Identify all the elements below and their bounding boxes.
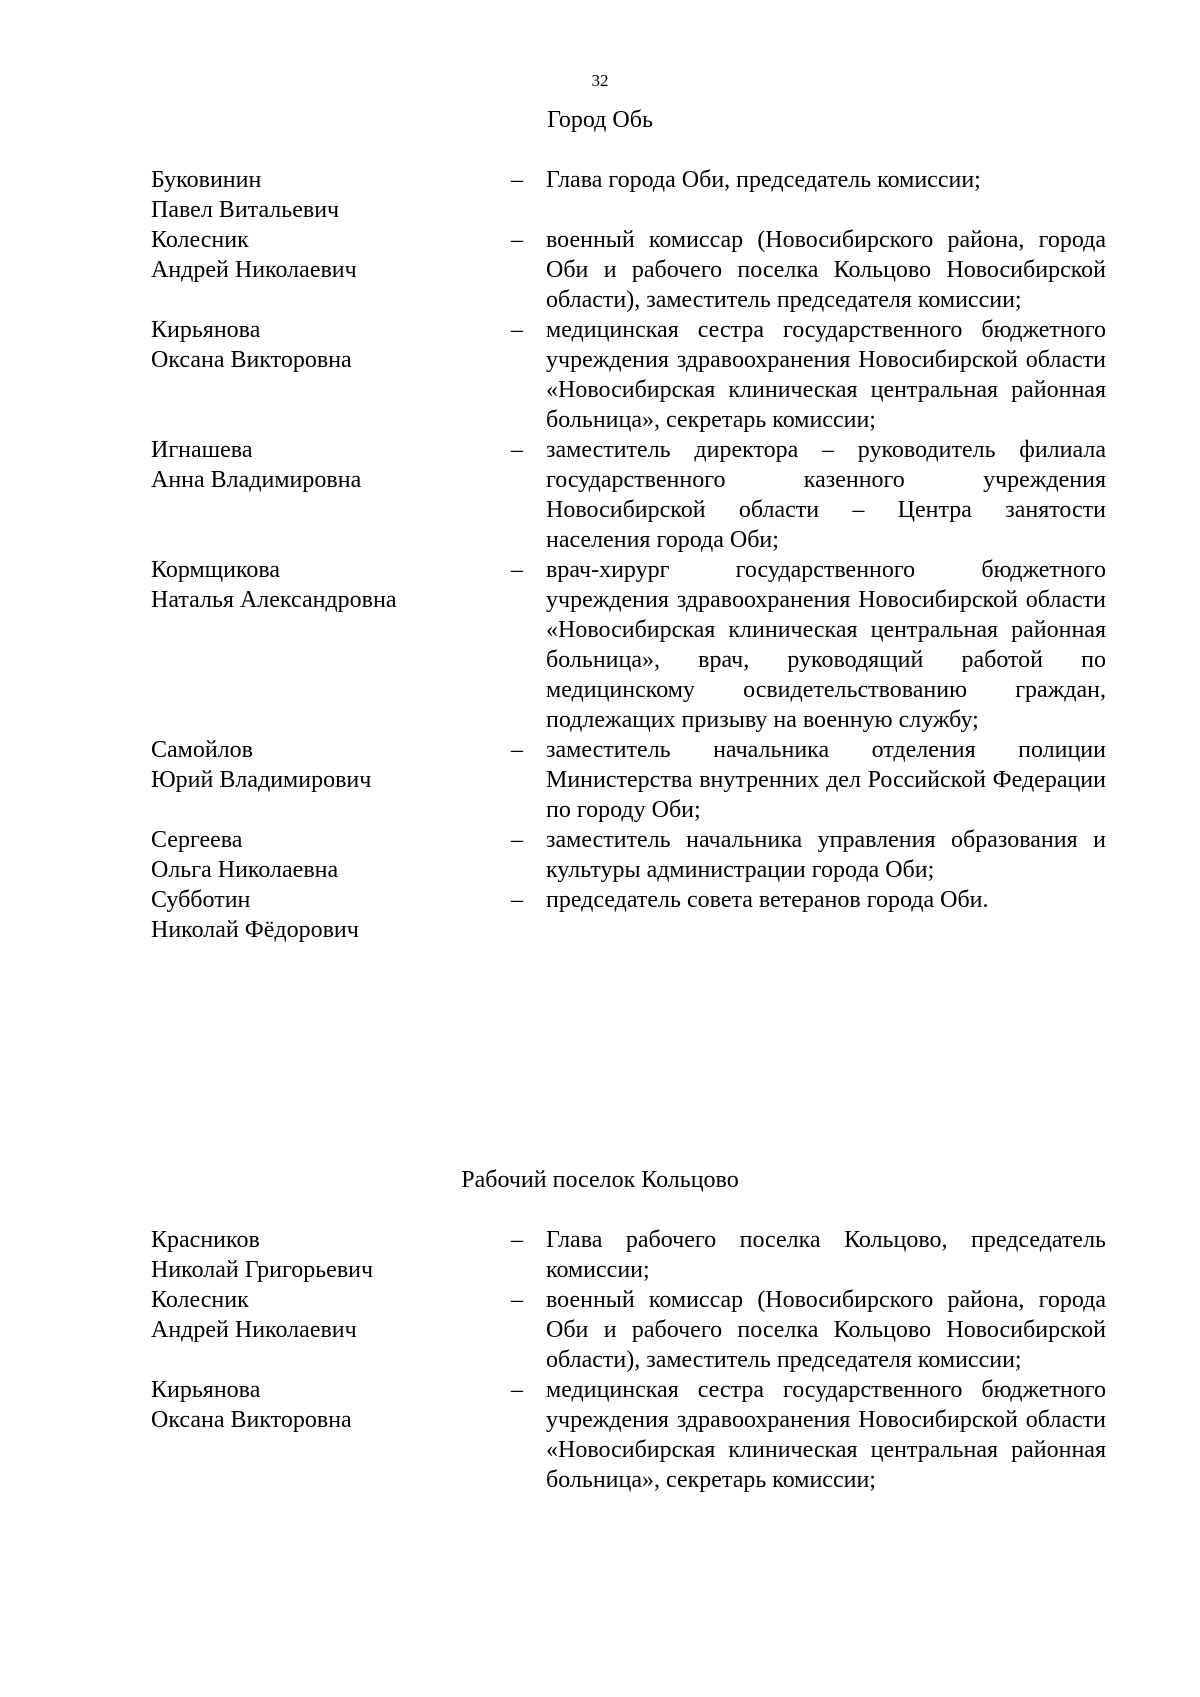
dash-separator: – xyxy=(511,1287,523,1313)
member-role: заместитель начальника отделения полиции Министерства внутренних дел Российской Федерации по городу Оби; xyxy=(546,737,1106,823)
dash-separator: – xyxy=(511,317,523,343)
member-surname: Колесник xyxy=(151,227,249,253)
member-given-name: Николай Фёдорович xyxy=(151,917,359,943)
dash-separator: – xyxy=(511,167,523,193)
member-role: заместитель директора – руководитель филиала государственного казенного учреждения Новосибирской области – Центра занятости населения города Оби; xyxy=(546,437,1106,553)
member-role: медицинская сестра государственного бюджетного учреждения здравоохранения Новосибирской области «Новосибирская клиническая центральная районная больница», секретарь комиссии; xyxy=(546,1377,1106,1493)
member-surname: Кирьянова xyxy=(151,1377,261,1403)
dash-separator: – xyxy=(511,827,523,853)
member-row xyxy=(151,1225,1149,1285)
member-name xyxy=(151,1285,511,1375)
member-name xyxy=(151,1375,511,1495)
member-given-name: Оксана Викторовна xyxy=(151,347,352,373)
member-given-name: Андрей Николаевич xyxy=(151,257,357,283)
member-name xyxy=(151,735,511,825)
member-given-name: Андрей Николаевич xyxy=(151,1317,357,1343)
member-surname: Кирьянова xyxy=(151,317,261,343)
dash-separator: – xyxy=(511,737,523,763)
member-list xyxy=(0,165,1200,945)
member-role: медицинская сестра государственного бюджетного учреждения здравоохранения Новосибирской области «Новосибирская клиническая центральная районная больница», секретарь комиссии; xyxy=(546,317,1106,433)
member-row xyxy=(151,435,1149,555)
member-row xyxy=(151,1375,1149,1495)
dash-separator: – xyxy=(511,557,523,583)
dash-separator: – xyxy=(511,437,523,463)
member-surname: Субботин xyxy=(151,887,251,913)
member-role: председатель совета ветеранов города Оби. xyxy=(546,887,989,913)
member-surname: Самойлов xyxy=(151,737,253,763)
member-surname: Кормщикова xyxy=(151,557,281,583)
member-row xyxy=(151,825,1149,885)
member-name xyxy=(151,315,511,435)
member-row xyxy=(151,225,1149,315)
member-row xyxy=(151,315,1149,435)
member-given-name: Анна Владимировна xyxy=(151,467,362,493)
member-surname: Сергеева xyxy=(151,827,243,853)
section-city-ob xyxy=(0,105,1200,945)
member-row xyxy=(151,885,1149,945)
member-given-name: Оксана Викторовна xyxy=(151,1407,352,1433)
member-role: врач-хирург государственного бюджетного учреждения здравоохранения Новосибирской области «Новосибирская клиническая центральная районная больница», врач, руководящий работой по медицинскому освидетельствованию граждан, подлежащих призыву на военную службу; xyxy=(546,557,1106,733)
member-role: Глава города Оби, председатель комиссии; xyxy=(546,167,981,193)
member-name xyxy=(151,555,511,735)
member-row xyxy=(151,735,1149,825)
member-name xyxy=(151,435,511,555)
member-given-name: Ольга Николаевна xyxy=(151,857,339,883)
dash-separator: – xyxy=(511,1227,523,1253)
dash-separator: – xyxy=(511,887,523,913)
member-given-name: Николай Григорьевич xyxy=(151,1257,374,1283)
member-row xyxy=(151,1285,1149,1375)
member-surname: Колесник xyxy=(151,1287,249,1313)
member-name xyxy=(151,225,511,315)
section-title: Город Обь xyxy=(547,107,653,133)
member-name xyxy=(151,1225,511,1285)
member-surname: Игнашева xyxy=(151,437,253,463)
member-name xyxy=(151,165,511,225)
member-given-name: Наталья Александровна xyxy=(151,587,397,613)
page-number: 32 xyxy=(591,71,609,90)
member-row xyxy=(151,555,1149,735)
dash-separator: – xyxy=(511,227,523,253)
member-surname: Буковинин xyxy=(151,167,262,193)
member-role: Глава рабочего поселка Кольцово, председатель комиссии; xyxy=(546,1227,1106,1283)
section-title: Рабочий поселок Кольцово xyxy=(461,1167,739,1193)
dash-separator: – xyxy=(511,1377,523,1403)
section-koltsovo xyxy=(0,1165,1200,1495)
member-role: заместитель начальника управления образования и культуры администрации города Оби; xyxy=(546,827,1106,883)
member-role: военный комиссар (Новосибирского района, города Оби и рабочего поселка Кольцово Новосибирской области), заместитель председателя комиссии; xyxy=(546,1287,1106,1373)
member-given-name: Павел Витальевич xyxy=(151,197,340,223)
member-given-name: Юрий Владимирович xyxy=(151,767,372,793)
member-role: военный комиссар (Новосибирского района, города Оби и рабочего поселка Кольцово Новосибирской области), заместитель председателя комиссии; xyxy=(546,227,1106,313)
member-list xyxy=(0,1225,1200,1495)
member-name xyxy=(151,825,511,885)
member-surname: Красников xyxy=(151,1227,260,1253)
member-name xyxy=(151,885,511,945)
member-row xyxy=(151,165,1149,225)
